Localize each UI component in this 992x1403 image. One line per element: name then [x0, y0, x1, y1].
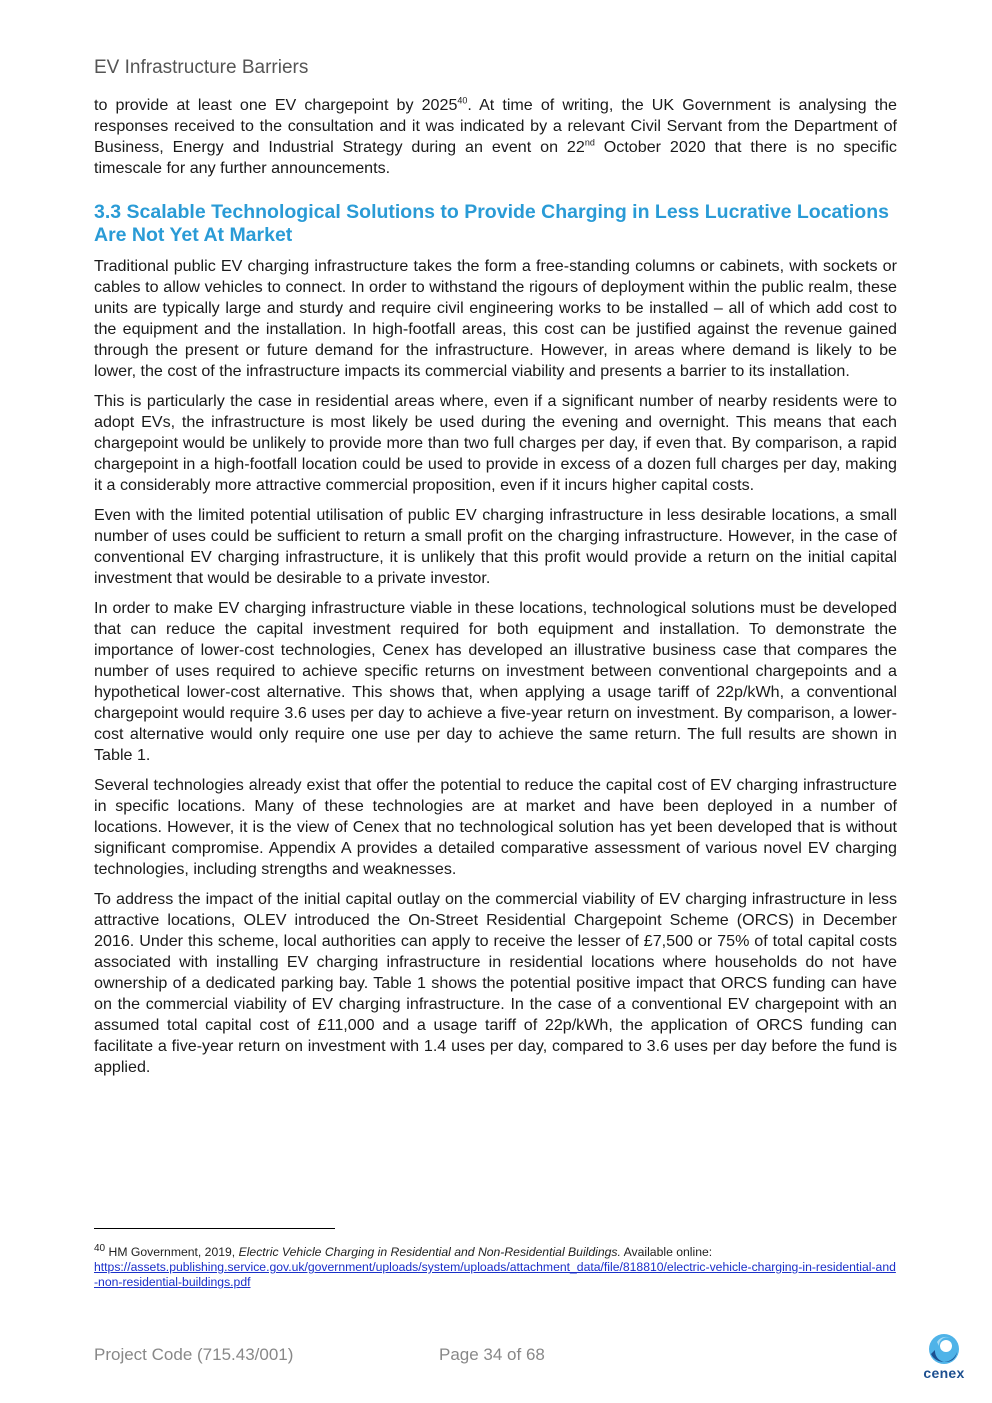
footnote-divider: [94, 1228, 335, 1229]
intro-text-end: October 2020 that there is no specific timescale for any further announcements.: [94, 138, 897, 177]
intro-paragraph: [94, 95, 897, 179]
cenex-logo: [915, 1332, 973, 1382]
footnote-reference[interactable]: 40: [457, 95, 468, 106]
footnote-number: 40: [94, 1242, 106, 1254]
footer-page-number: Page 34 of 68: [439, 1345, 545, 1364]
paragraph-2: This is particularly the case in residential areas where, even if a significant number of nearby residents were to adopt EVs, the infrastructure is most likely be used during the evening and overnight. This means that each chargepoint would be unlikely to provide more than two full charges per day, if even that. By comparison, a rapid chargepoint in a high-footfall location could be used to provide in excess of a dozen full charges per day, making it a considerably more attractive commercial proposition, even if it incurs higher capital costs.: [94, 392, 897, 494]
footnote-title: Electric Vehicle Charging in Residential and Non-Residential Buildings.: [238, 1245, 621, 1259]
paragraph-3: Even with the limited potential utilisation of public EV charging infrastructure in less desirable locations, a small number of uses could be sufficient to return a small profit on the charging infrastructure. However, in the case of conventional EV charging infrastructure, it is unlikely that this profit would provide a return on the initial capital investment that would be desirable to a private investor.: [94, 506, 897, 587]
intro-text-middle: . At time of writing, the UK Government is analysing the responses received to the consultation and it was indicated by a relevant Civil Servant from the Department of Business, Energy and Industrial Strategy during an event on 22: [94, 96, 897, 156]
footnote: [94, 1242, 897, 1290]
footer-project-code: Project Code (715.43/001): [94, 1345, 294, 1364]
intro-text-start: to provide at least one EV chargepoint by 2025: [94, 96, 458, 114]
paragraph-6: To address the impact of the initial capital outlay on the commercial viability of EV charging infrastructure in less attractive locations, OLEV introduced the On-Street Residential Chargepoint Scheme (ORCS) in December 2016. Under this scheme, local authorities can apply to receive the lesser of £7,500 or 75% of total capital costs associated with installing EV charging infrastructure in residential locations where households do not have ownership of a dedicated parking bay. Table 1 shows the potential positive impact that ORCS funding can have on the commercial viability of EV charging infrastructure. In the case of a conventional EV chargepoint with an assumed total capital cost of £11,000 and a usage tariff of 22p/kWh, the application of ORCS funding can facilitate a five-year return on investment with 1.4 uses per day, compared to 3.6 uses per day before the fund is applied.: [94, 890, 897, 1076]
section-heading: 3.3 Scalable Technological Solutions to Provide Charging in Less Lucrative Locations Are Not Yet At Market: [94, 201, 889, 246]
running-header: EV Infrastructure Barriers: [94, 57, 309, 78]
ordinal-suffix: nd: [584, 137, 595, 148]
footnote-link[interactable]: https://assets.publishing.service.gov.uk/government/uploads/system/uploads/attachment_data/file/818810/electric-vehicle-charging-in-residential-and-non-residential-buildings.pdf: [94, 1260, 896, 1289]
cenex-wordmark: cenex: [923, 1365, 965, 1381]
main-content: [94, 95, 897, 1087]
paragraph-5: Several technologies already exist that offer the potential to reduce the capital cost of EV charging infrastructure in specific locations. Many of these technologies are at market and have been deployed in a number of locations. However, it is the view of Cenex that no technological solution has yet been developed that is without significant compromise. Appendix A provides a detailed comparative assessment of various novel EV charging technologies, including strengths and weaknesses.: [94, 776, 897, 878]
paragraph-1: Traditional public EV charging infrastructure takes the form a free-standing columns or cabinets, with sockets or cables to allow vehicles to connect. In order to withstand the rigours of deployment within the public realm, these units are typically large and sturdy and require civil engineering works to be installed – all of which add cost to the equipment and the installation. In high-footfall areas, this cost can be justified against the revenue gained through the present or future demand for the infrastructure. However, in areas where demand is likely to be lower, the cost of the infrastructure impacts its commercial viability and presents a barrier to its installation.: [94, 257, 897, 380]
footnote-available: Available online:: [620, 1245, 713, 1259]
cenex-swirl-icon: [915, 1332, 973, 1366]
paragraph-4: In order to make EV charging infrastructure viable in these locations, technological solutions must be developed that can reduce the capital investment required for both equipment and installation. To demonstrate the importance of lower-cost technologies, Cenex has developed an illustrative business case that compares the number of uses required to achieve specific returns on investment between conventional chargepoints and a hypothetical lower-cost alternative. This shows that, when applying a usage tariff of 22p/kWh, a conventional chargepoint would require 3.6 uses per day to achieve a five-year return on investment. By comparison, a lower-cost alternative would only require one use per day to achieve the same return. The full results are shown in Table 1.: [94, 599, 897, 764]
footnote-source: HM Government, 2019,: [105, 1245, 239, 1259]
